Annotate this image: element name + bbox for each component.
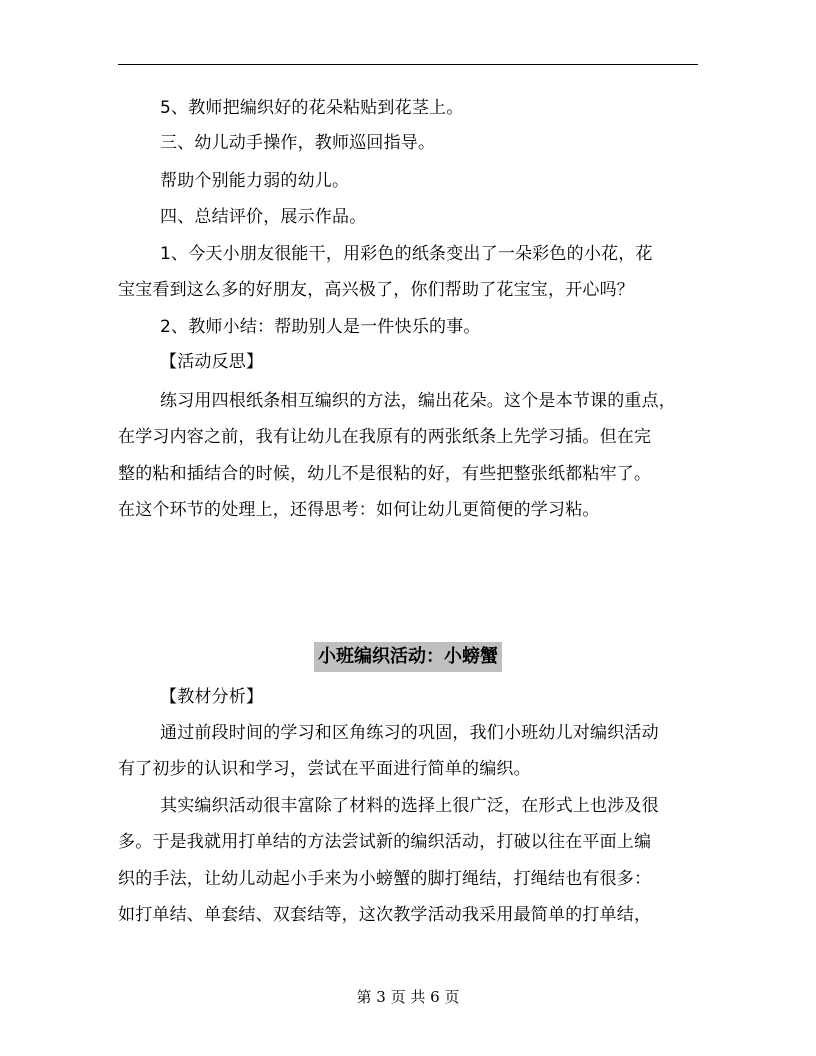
section-label-reflection: 【活动反思】: [160, 352, 264, 372]
text-line: 在学习内容之前，我有让幼儿在我原有的两张纸条上先学习插。但在完: [118, 427, 652, 447]
text-line: 四、总结评价，展示作品。: [160, 207, 367, 227]
text-line: 练习用四根纸条相互编织的方法，编出花朵。这个是本节课的重点，: [160, 391, 676, 411]
text-line: 宝宝看到这么多的好朋友，高兴极了，你们帮助了花宝宝，开心吗？: [118, 280, 634, 300]
text-line: 多。于是我就用打单结的方法尝试新的编织活动，打破以往在平面上编: [118, 832, 652, 852]
text-line: 5、教师把编织好的花朵粘贴到花茎上。: [160, 98, 464, 118]
heading-container: [0, 642, 816, 672]
section-label-analysis: 【教材分析】: [160, 687, 264, 707]
text-line: 三、幼儿动手操作，教师巡回指导。: [160, 133, 436, 153]
text-line: 整的粘和插结合的时候，幼儿不是很粘的好，有些把整张纸都粘牢了。: [118, 464, 652, 484]
header-rule: [118, 64, 698, 65]
text-line: 2、教师小结：帮助别人是一件快乐的事。: [160, 317, 481, 337]
section-heading: 小班编织活动：小螃蟹: [314, 642, 502, 672]
text-line: 其实编织活动很丰富除了材料的选择上很广泛，在形式上也涉及很: [160, 796, 659, 816]
text-line: 在这个环节的处理上，还得思考：如何让幼儿更简便的学习粘。: [118, 500, 600, 520]
text-line: 1、今天小朋友很能干，用彩色的纸条变出了一朵彩色的小花，花: [160, 244, 653, 264]
text-line: 通过前段时间的学习和区角练习的巩固，我们小班幼儿对编织活动: [160, 723, 659, 743]
text-line: 有了初步的认识和学习，尝试在平面进行简单的编织。: [118, 759, 531, 779]
page-footer: 第 3 页 共 6 页: [356, 988, 460, 1006]
text-line: 帮助个别能力弱的幼儿。: [160, 171, 350, 191]
text-line: 织的手法，让幼儿动起小手来为小螃蟹的脚打绳结，打绳结也有很多：: [118, 869, 652, 889]
text-line: 如打单结、单套结、双套结等，这次教学活动我采用最简单的打单结，: [118, 905, 652, 925]
